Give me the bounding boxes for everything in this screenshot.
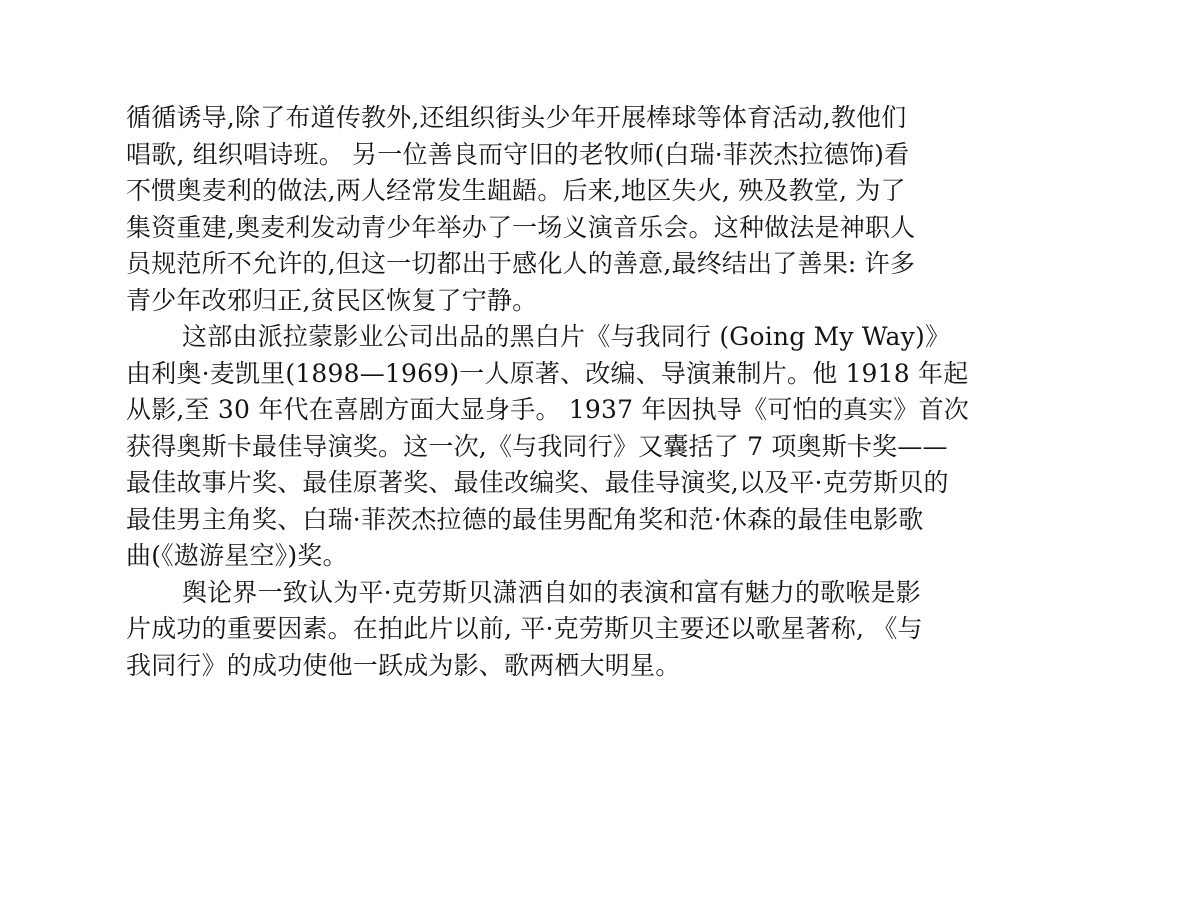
text-line: 不惯奥麦利的做法,两人经常发生龃龉。后来,地区失火, 殃及教堂, 为了 xyxy=(126,176,906,205)
text-line: 青少年改邪归正,贫民区恢复了宁静。 xyxy=(126,285,538,315)
text-line: 最佳男主角奖、白瑞·菲茨杰拉德的最佳男配角奖和范·休森的最佳电影歌 xyxy=(126,504,924,534)
text-line: 获得奥斯卡最佳导演奖。这一次,《与我同行》又囊括了 7 项奥斯卡奖—— xyxy=(126,431,948,461)
text-line: 舆论界一致认为平·克劳斯贝潇洒自如的表演和富有魅力的歌喉是影 xyxy=(182,577,921,607)
text-line: 员规范所不允许的,但这一切都出于感化人的善意,最终结出了善果: 许多 xyxy=(126,249,916,278)
text-line: 集资重建,奥麦利发动青少年举办了一场义演音乐会。这种做法是神职人 xyxy=(126,212,916,242)
paragraph xyxy=(126,319,1056,575)
document-page xyxy=(126,100,1056,684)
text-line: 由利奥·麦凯里(1898—1969)一人原著、改编、导演兼制片。他 1918 年起 xyxy=(126,358,969,388)
text-line: 这部由派拉蒙影业公司出品的黑白片《与我同行 (Going My Way)》 xyxy=(182,322,951,351)
text-line: 我同行》的成功使他一跃成为影、歌两栖大明星。 xyxy=(126,650,681,680)
text-line: 从影,至 30 年代在喜剧方面大显身手。 1937 年因执导《可怕的真实》首次 xyxy=(126,395,969,424)
text-line: 循循诱导,除了布道传教外,还组织街头少年开展棒球等体育活动,教他们 xyxy=(126,103,907,132)
text-line: 片成功的重要因素。在拍此片以前, 平·克劳斯贝主要还以歌星著称, 《与 xyxy=(126,614,923,643)
paragraph xyxy=(126,575,1056,685)
text-line: 曲(《遨游星空》)奖。 xyxy=(126,541,348,570)
text-line: 最佳故事片奖、最佳原著奖、最佳改编奖、最佳导演奖,以及平·克劳斯贝的 xyxy=(126,468,949,497)
text-line: 唱歌, 组织唱诗班。 另一位善良而守旧的老牧师(白瑞·菲茨杰拉德饰)看 xyxy=(126,139,910,169)
paragraph xyxy=(126,100,1056,319)
